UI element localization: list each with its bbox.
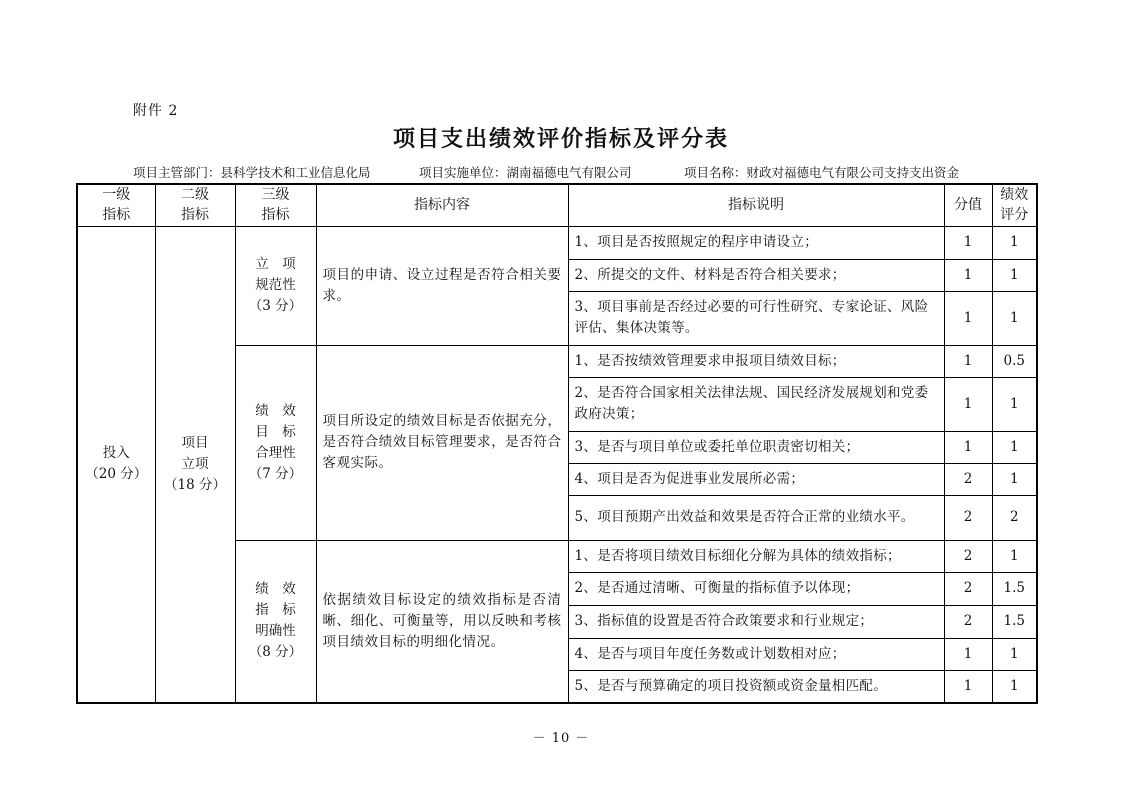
score-cell: 1 <box>944 226 992 259</box>
desc-cell: 1、是否按绩效管理要求申报项目绩效目标； <box>568 345 944 377</box>
meta-unit: 项目实施单位：湖南福德电气有限公司 <box>419 165 632 180</box>
eval-cell: 1 <box>992 540 1037 572</box>
eval-cell: 1 <box>992 431 1037 463</box>
level3-cell: 绩 效 指 标 明确性 （8 分） <box>235 540 316 703</box>
desc-cell: 3、项目事前是否经过必要的可行性研究、专家论证、风险评估、集体决策等。 <box>568 291 944 345</box>
desc-cell: 2、所提交的文件、材料是否符合相关要求； <box>568 259 944 291</box>
header-level1: 一级 指标 <box>77 184 155 226</box>
page-number: － 10 － <box>532 731 590 746</box>
score-cell: 2 <box>944 463 992 495</box>
score-cell: 1 <box>944 291 992 345</box>
header-score: 分值 <box>944 184 992 226</box>
content-cell: 项目的申请、设立过程是否符合相关要求。 <box>316 226 568 345</box>
header-desc: 指标说明 <box>568 184 944 226</box>
meta-dept: 项目主管部门：县科学技术和工业信息化局 <box>133 165 371 180</box>
score-cell: 2 <box>944 495 992 540</box>
level3-cell: 立 项 规范性 （3 分） <box>235 226 316 345</box>
score-cell: 2 <box>944 540 992 572</box>
eval-cell: 1 <box>992 377 1037 431</box>
desc-cell: 4、项目是否为促进事业发展所必需； <box>568 463 944 495</box>
desc-cell: 2、是否通过清晰、可衡量的指标值予以体现； <box>568 572 944 605</box>
desc-cell: 5、是否与预算确定的项目投资额或资金量相匹配。 <box>568 670 944 703</box>
eval-cell: 1 <box>992 291 1037 345</box>
eval-cell: 1 <box>992 226 1037 259</box>
page-title: 项目支出绩效评价指标及评分表 <box>392 127 729 152</box>
table-row <box>77 226 1037 259</box>
eval-cell: 1.5 <box>992 605 1037 638</box>
score-cell: 2 <box>944 572 992 605</box>
score-table <box>76 183 1038 704</box>
header-row <box>77 184 1037 226</box>
eval-cell: 1 <box>992 259 1037 291</box>
eval-cell: 1.5 <box>992 572 1037 605</box>
header-level3: 三级 指标 <box>235 184 316 226</box>
content-cell: 依据绩效目标设定的绩效指标是否清晰、细化、可衡量等，用以反映和考核项目绩效目标的明细化情况。 <box>316 540 568 703</box>
desc-cell: 2、是否符合国家相关法律法规、国民经济发展规划和党委政府决策； <box>568 377 944 431</box>
score-cell: 1 <box>944 377 992 431</box>
meta-project-name: 项目名称：财政对福德电气有限公司支持支出资金 <box>684 165 960 180</box>
header-level2: 二级 指标 <box>155 184 235 226</box>
desc-cell: 1、是否将项目绩效目标细化分解为具体的绩效指标； <box>568 540 944 572</box>
desc-cell: 3、指标值的设置是否符合政策要求和行业规定； <box>568 605 944 638</box>
desc-cell: 4、是否与项目年度任务数或计划数相对应； <box>568 638 944 670</box>
eval-cell: 1 <box>992 638 1037 670</box>
eval-cell: 1 <box>992 670 1037 703</box>
score-cell: 1 <box>944 259 992 291</box>
header-eval: 绩效 评分 <box>992 184 1037 226</box>
score-cell: 1 <box>944 345 992 377</box>
eval-cell: 2 <box>992 495 1037 540</box>
content-cell: 项目所设定的绩效目标是否依据充分，是否符合绩效目标管理要求，是否符合客观实际。 <box>316 345 568 540</box>
score-cell: 2 <box>944 605 992 638</box>
level1-cell: 投入 （20 分） <box>77 226 155 703</box>
desc-cell: 1、项目是否按照规定的程序申请设立； <box>568 226 944 259</box>
desc-cell: 3、是否与项目单位或委托单位职责密切相关； <box>568 431 944 463</box>
level3-cell: 绩 效 目 标 合理性 （7 分） <box>235 345 316 540</box>
header-content: 指标内容 <box>316 184 568 226</box>
eval-cell: 1 <box>992 463 1037 495</box>
annex-label: 附件 2 <box>133 103 179 119</box>
eval-cell: 0.5 <box>992 345 1037 377</box>
score-cell: 1 <box>944 638 992 670</box>
desc-cell: 5、项目预期产出效益和效果是否符合正常的业绩水平。 <box>568 495 944 540</box>
level2-cell: 项目 立项 （18 分） <box>155 226 235 703</box>
score-cell: 1 <box>944 670 992 703</box>
score-cell: 1 <box>944 431 992 463</box>
